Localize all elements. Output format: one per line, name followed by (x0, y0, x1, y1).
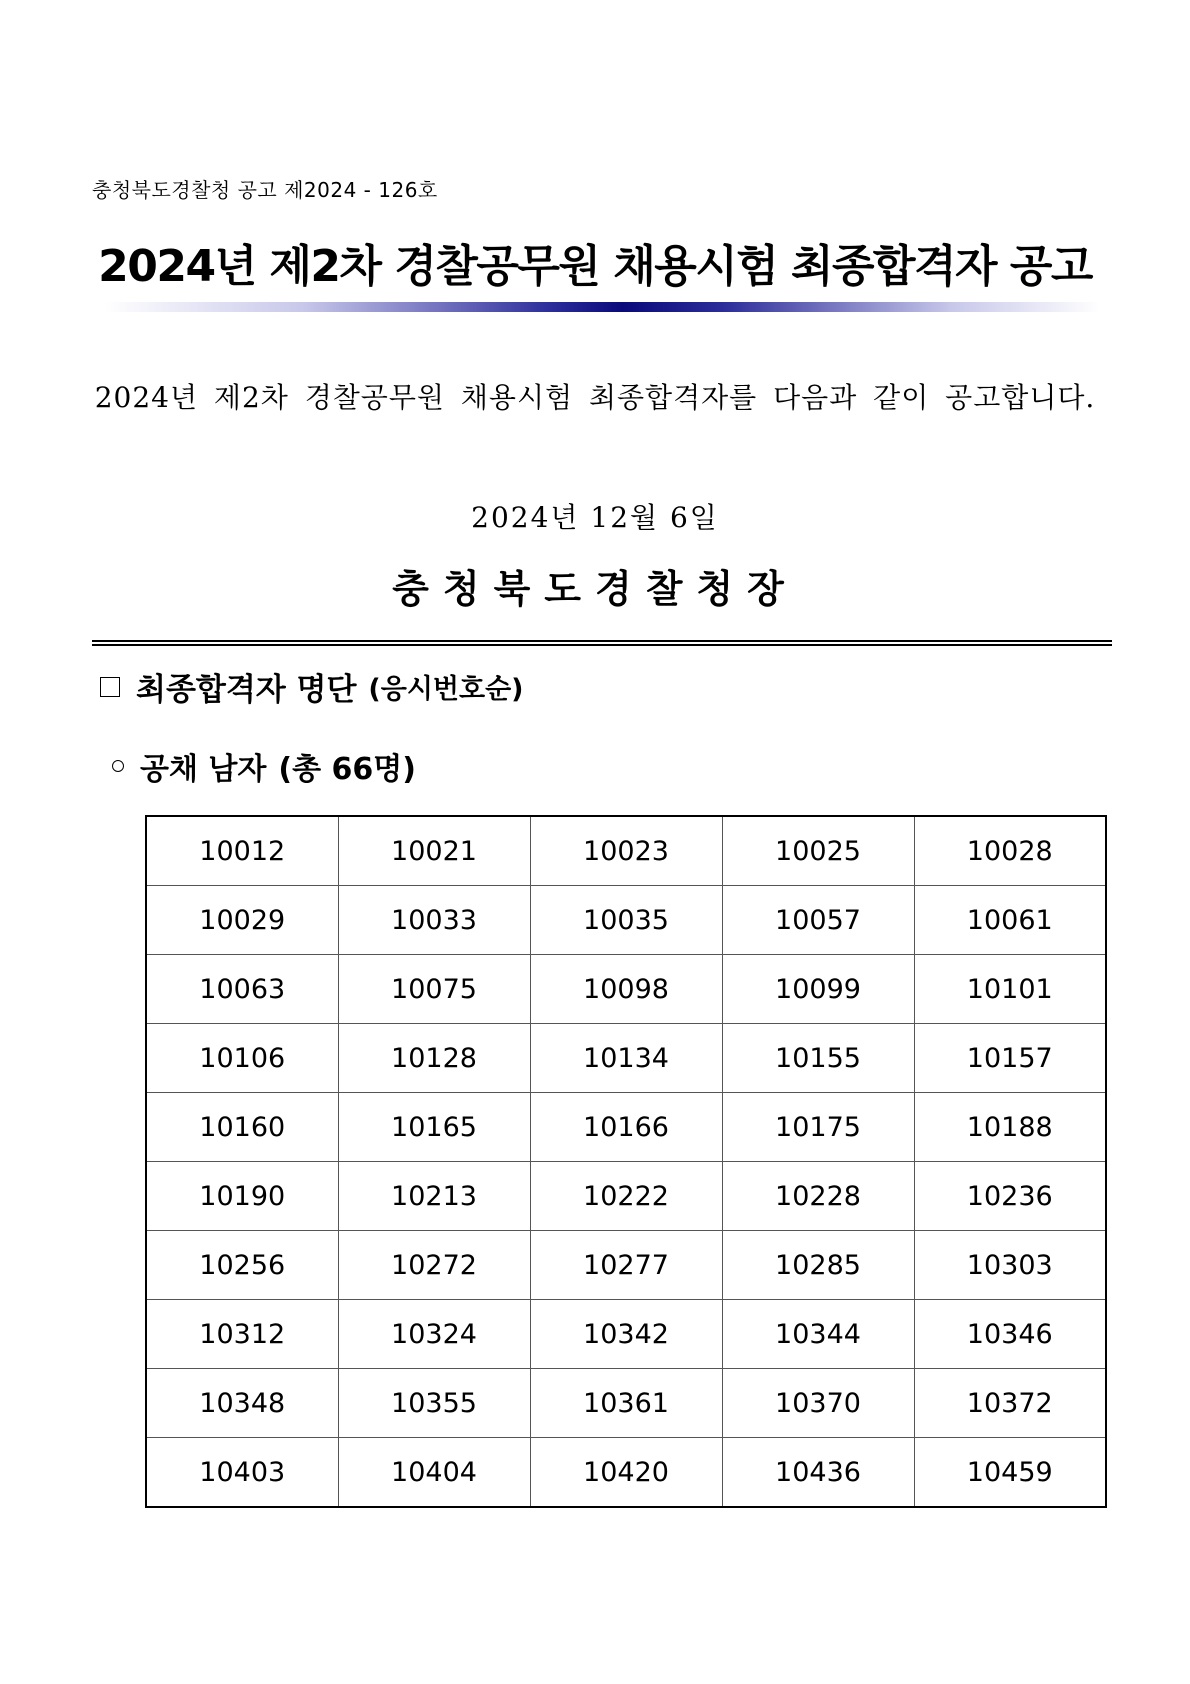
table-cell: 10075 (338, 955, 530, 1024)
table-cell: 10099 (722, 955, 914, 1024)
table-cell: 10033 (338, 886, 530, 955)
circle-bullet-icon (112, 760, 124, 772)
table-cell: 10404 (338, 1438, 530, 1508)
table-cell: 10165 (338, 1093, 530, 1162)
table-cell: 10256 (146, 1231, 338, 1300)
table-cell: 10370 (722, 1369, 914, 1438)
table-cell: 10021 (338, 816, 530, 886)
table-row (146, 1369, 1106, 1438)
table-row (146, 1093, 1106, 1162)
table-cell: 10063 (146, 955, 338, 1024)
table-cell: 10459 (914, 1438, 1106, 1508)
table-cell: 10344 (722, 1300, 914, 1369)
table-cell: 10025 (722, 816, 914, 886)
table-row (146, 955, 1106, 1024)
table-row (146, 1162, 1106, 1231)
table-cell: 10285 (722, 1231, 914, 1300)
table-cell: 10222 (530, 1162, 722, 1231)
table-cell: 10228 (722, 1162, 914, 1231)
intro-text: 2024년 제2차 경찰공무원 채용시험 최종합격자를 다음과 같이 공고합니다. (94, 381, 1096, 414)
results-table (145, 815, 1107, 1508)
table-cell: 10023 (530, 816, 722, 886)
table-cell: 10403 (146, 1438, 338, 1508)
table-cell: 10188 (914, 1093, 1106, 1162)
table-cell: 10346 (914, 1300, 1106, 1369)
table-cell: 10157 (914, 1024, 1106, 1093)
table-cell: 10342 (530, 1300, 722, 1369)
table-cell: 10361 (530, 1369, 722, 1438)
table-cell: 10175 (722, 1093, 914, 1162)
table-row (146, 816, 1106, 886)
table-cell: 10372 (914, 1369, 1106, 1438)
table-row (146, 1231, 1106, 1300)
table-cell: 10012 (146, 816, 338, 886)
table-cell: 10436 (722, 1438, 914, 1508)
table-cell: 10277 (530, 1231, 722, 1300)
table-cell: 10348 (146, 1369, 338, 1438)
notice-number: 충청북도경찰청 공고 제2024 - 126호 (92, 178, 438, 202)
page-title: 2024년 제2차 경찰공무원 채용시험 최종합격자 공고 (98, 241, 1092, 292)
table-row (146, 1300, 1106, 1369)
table-cell: 10029 (146, 886, 338, 955)
table-cell: 10134 (530, 1024, 722, 1093)
table-cell: 10035 (530, 886, 722, 955)
section-heading (100, 664, 524, 709)
table-cell: 10166 (530, 1093, 722, 1162)
table-cell: 10101 (914, 955, 1106, 1024)
table-cell: 10303 (914, 1231, 1106, 1300)
notice-date: 2024년 12월 6일 (471, 501, 719, 534)
table-row (146, 1438, 1106, 1508)
table-row (146, 886, 1106, 955)
table-row (146, 1024, 1106, 1093)
checkbox-icon (100, 677, 120, 697)
table-cell: 10190 (146, 1162, 338, 1231)
table-cell: 10098 (530, 955, 722, 1024)
table-cell: 10272 (338, 1231, 530, 1300)
table-cell: 10213 (338, 1162, 530, 1231)
table-cell: 10028 (914, 816, 1106, 886)
table-cell: 10236 (914, 1162, 1106, 1231)
subsection-heading (112, 744, 416, 788)
table-cell: 10420 (530, 1438, 722, 1508)
table-cell: 10324 (338, 1300, 530, 1369)
issuer-name: 충청북도경찰청장 (392, 566, 798, 611)
table-cell: 10312 (146, 1300, 338, 1369)
section-note: (응시번호순) (368, 674, 524, 705)
section-divider (92, 640, 1112, 646)
table-cell: 10061 (914, 886, 1106, 955)
table-cell: 10355 (338, 1369, 530, 1438)
table-cell: 10128 (338, 1024, 530, 1093)
subsection-count: (총 66명) (278, 752, 416, 787)
table-cell: 10106 (146, 1024, 338, 1093)
section-label: 최종합격자 명단 (136, 672, 357, 708)
table-cell: 10160 (146, 1093, 338, 1162)
table-cell: 10155 (722, 1024, 914, 1093)
title-underline (105, 302, 1100, 312)
table-cell: 10057 (722, 886, 914, 955)
subsection-label: 공채 남자 (140, 752, 267, 787)
